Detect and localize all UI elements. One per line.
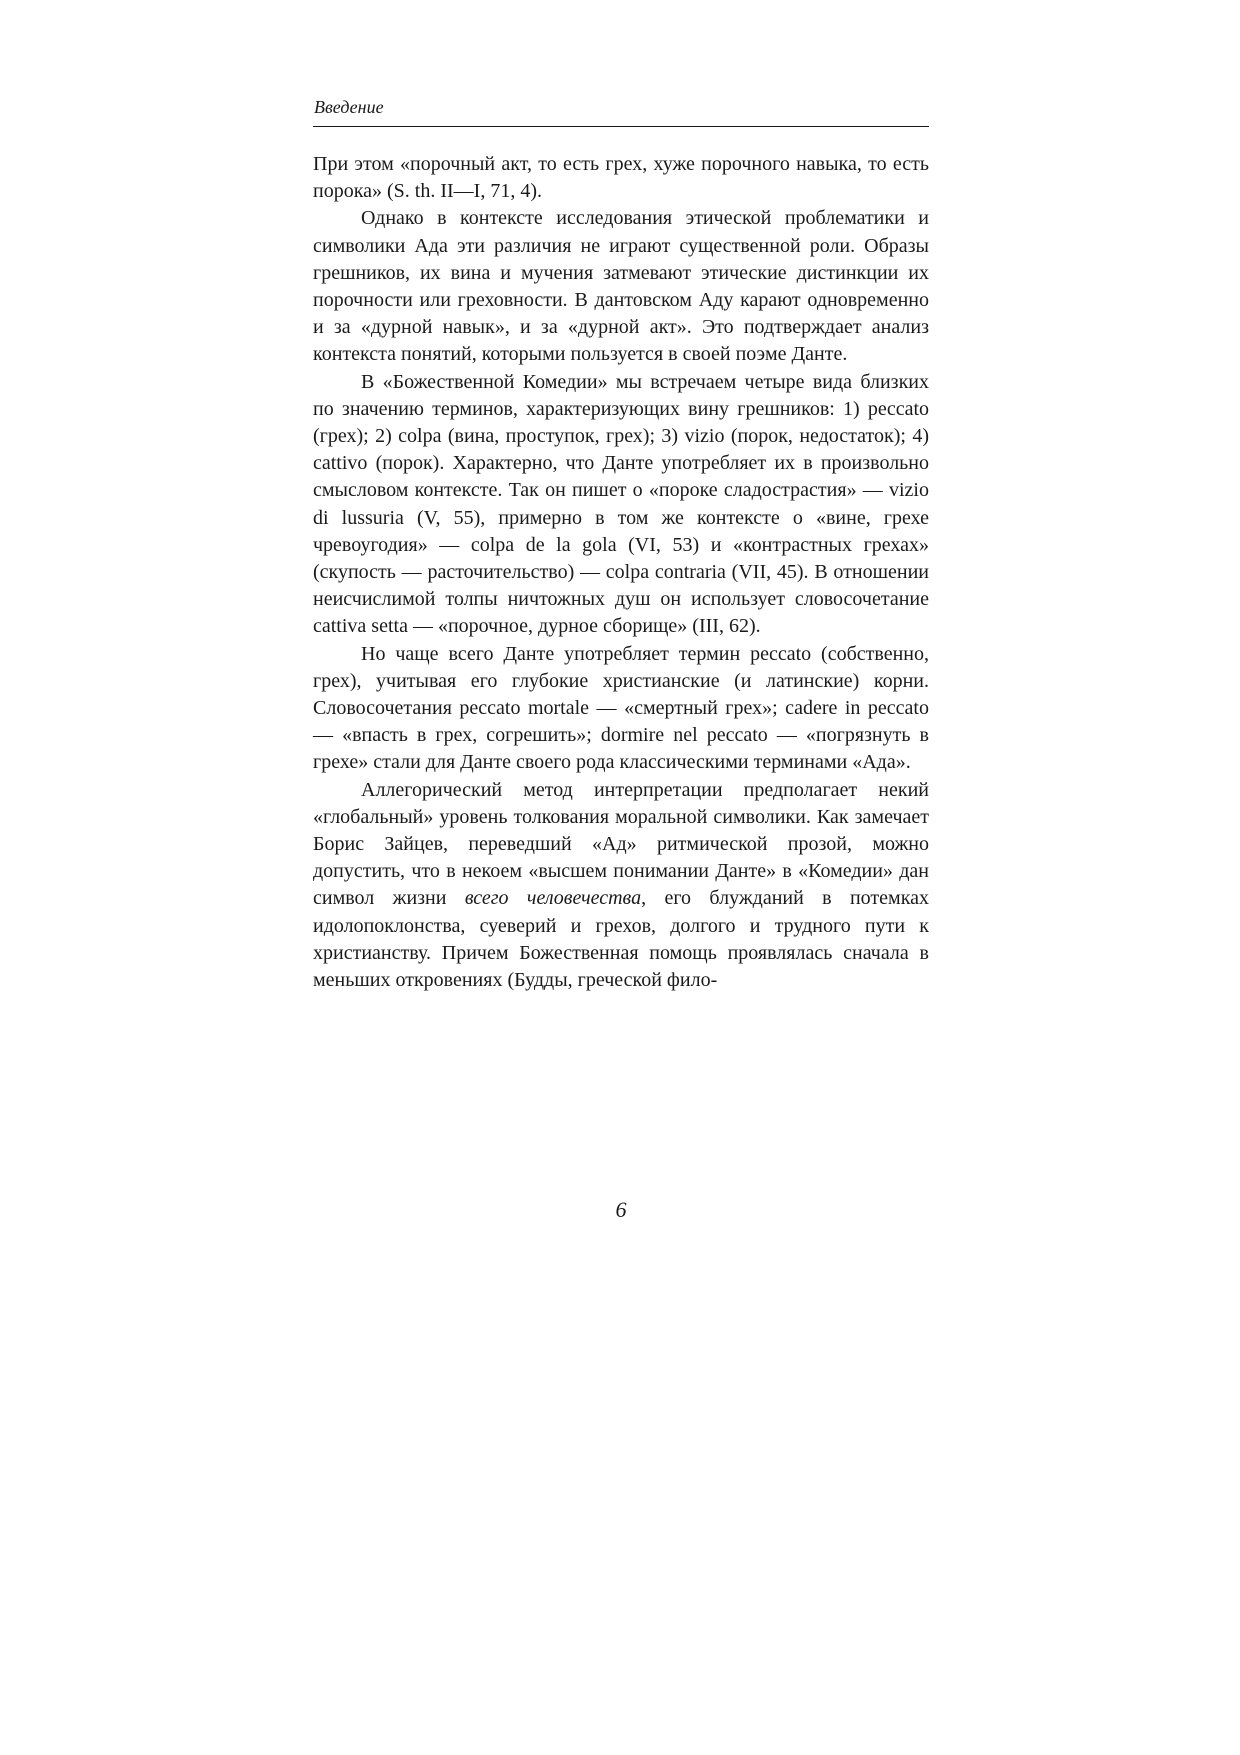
paragraph-allegorical-method	[313, 777, 929, 995]
page-number: 6	[615, 1197, 627, 1222]
book-page	[313, 96, 929, 1222]
paragraph-text-part: Аллегорический метод интерпретации предполагает некий «глобальный» уровень толкования моральной символики. Как замечает Борис Зайцев, переведший «Ад» ритмической прозой, можно допустить, что в некоем «высшем понимании Данте» в «Комедии» дан символ жизни	[313, 778, 929, 910]
paragraph-ethics-context: Однако в контексте исследования этической проблематики и символики Ада эти различия не играют существенной роли. Образы грешников, их вина и мучения затмевают этические дистинкции их порочности или греховности. В дантовском Аду карают одновременно и за «дурной навык», и за «дурной акт». Это подтверждает анализ контекста понятий, которыми пользуется в своей поэме Данте.	[313, 207, 929, 366]
emphasis-phrase: всего человечества	[464, 887, 642, 910]
body-text	[313, 151, 929, 994]
paragraph-sin-terms: В «Божественной Комедии» мы встречаем четыре вида близких по значению терминов, характеризующих вину грешников: 1) peccato (грех); 2) colpa (вина, проступок, грех); 3) vizio (порок, недостаток); 4) cattivo (порок). Характерно, что Данте употребляет их в произвольно смысловом контексте. Так он пишет о «пороке сладострастия» — vizio di lussuria (V, 55), примерно в том же контексте о «вине, грехе чревоугодия» — colpa de la gola (VI, 53) и «контрастных грехах» (скупость — расточительство) — colpa contraria (VII, 45). В отношении неисчислимой толпы ничтожных душ он использует словосочетание cattiva setta — «порочное, дурное сборище» (III, 62).	[313, 370, 929, 638]
running-head-title: Введение	[314, 97, 384, 117]
header-rule	[313, 126, 929, 127]
paragraph-text-part: , его блужданий в потемках идолопоклонства, суеверий и грехов, долгого и трудного пути к христианству. Причем Божественная помощь проявлялась сначала в меньших откровениях (Будды, греческой фило-	[313, 887, 929, 992]
paragraph-continuation: При этом «порочный акт, то есть грех, хуже порочного навыка, то есть порока» (S. th. II—I, 71, 4).	[313, 153, 929, 203]
paragraph-peccato: Но чаще всего Данте употребляет термин peccato (собственно, грех), учитывая его глубокие христианские (и латинские) корни. Словосочетания peccato mortale — «смертный грех»; cadere in peccato — «впасть в грех, согрешить»; dormire nel peccato — «погрязнуть в грехе» стали для Данте своего рода классическими терминами «Ада».	[313, 642, 929, 774]
